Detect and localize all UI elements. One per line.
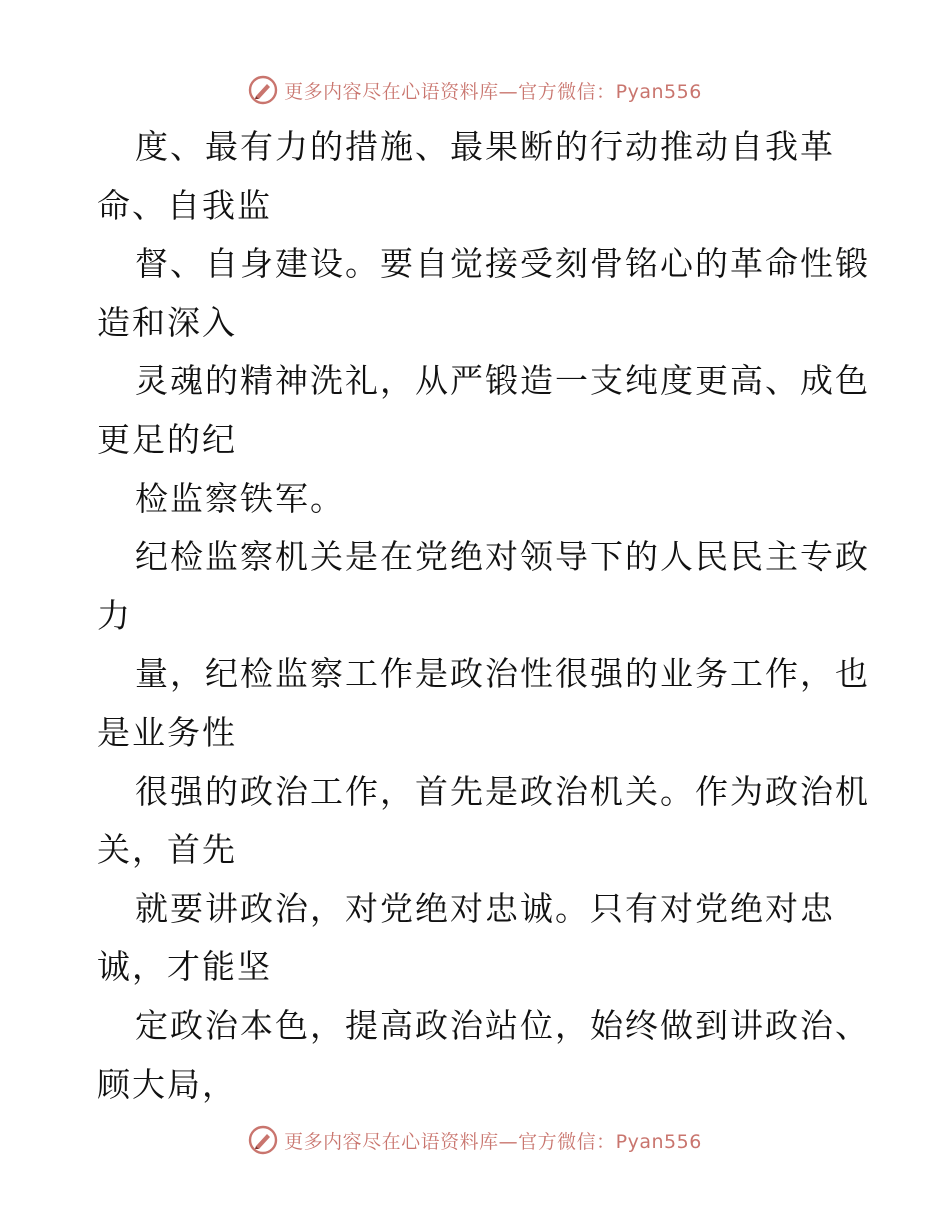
paragraph-line: 量，纪检监察工作是政治性很强的业务工作，也 — [135, 654, 870, 694]
paragraph-line: 顾大局， — [97, 1064, 237, 1104]
paragraph-line: 定政治本色，提高政治站位，始终做到讲政治、 — [135, 1005, 870, 1045]
paragraph-line: 纪检监察机关是在党绝对领导下的人民民主专政 — [135, 537, 870, 577]
paragraph-line: 检监察铁军。 — [135, 478, 345, 518]
paragraph-line: 命、自我监 — [97, 185, 272, 225]
paragraph-line: 诚，才能坚 — [97, 947, 272, 987]
footer-watermark — [0, 1120, 950, 1160]
paragraph-line: 力 — [97, 595, 132, 635]
document-body — [97, 118, 870, 1114]
paragraph-line: 灵魂的精神洗礼，从严锻造一支纯度更高、成色 — [135, 361, 870, 401]
paragraph-line: 度、最有力的措施、最果断的行动推动自我革 — [135, 127, 835, 166]
paragraph-line: 就要讲政治，对党绝对忠诚。只有对党绝对忠 — [135, 888, 835, 928]
paragraph-line: 很强的政治工作，首先是政治机关。作为政治机 — [135, 771, 870, 811]
header-watermark — [0, 70, 950, 110]
paragraph-line: 督、自身建设。要自觉接受刻骨铭心的革命性锻 — [135, 244, 870, 284]
pen-circle-logo-icon — [248, 1125, 278, 1155]
paragraph-line: 关，首先 — [97, 830, 237, 870]
pen-circle-logo-icon — [248, 75, 278, 105]
paragraph-line: 造和深入 — [97, 302, 237, 342]
header-watermark-text: 更多内容尽在心语资料库—官方微信：Pyan556 — [284, 80, 702, 103]
footer-watermark-text: 更多内容尽在心语资料库—官方微信：Pyan556 — [284, 1130, 702, 1153]
paragraph-line: 更足的纪 — [97, 419, 237, 459]
paragraph-line: 是业务性 — [97, 712, 237, 752]
